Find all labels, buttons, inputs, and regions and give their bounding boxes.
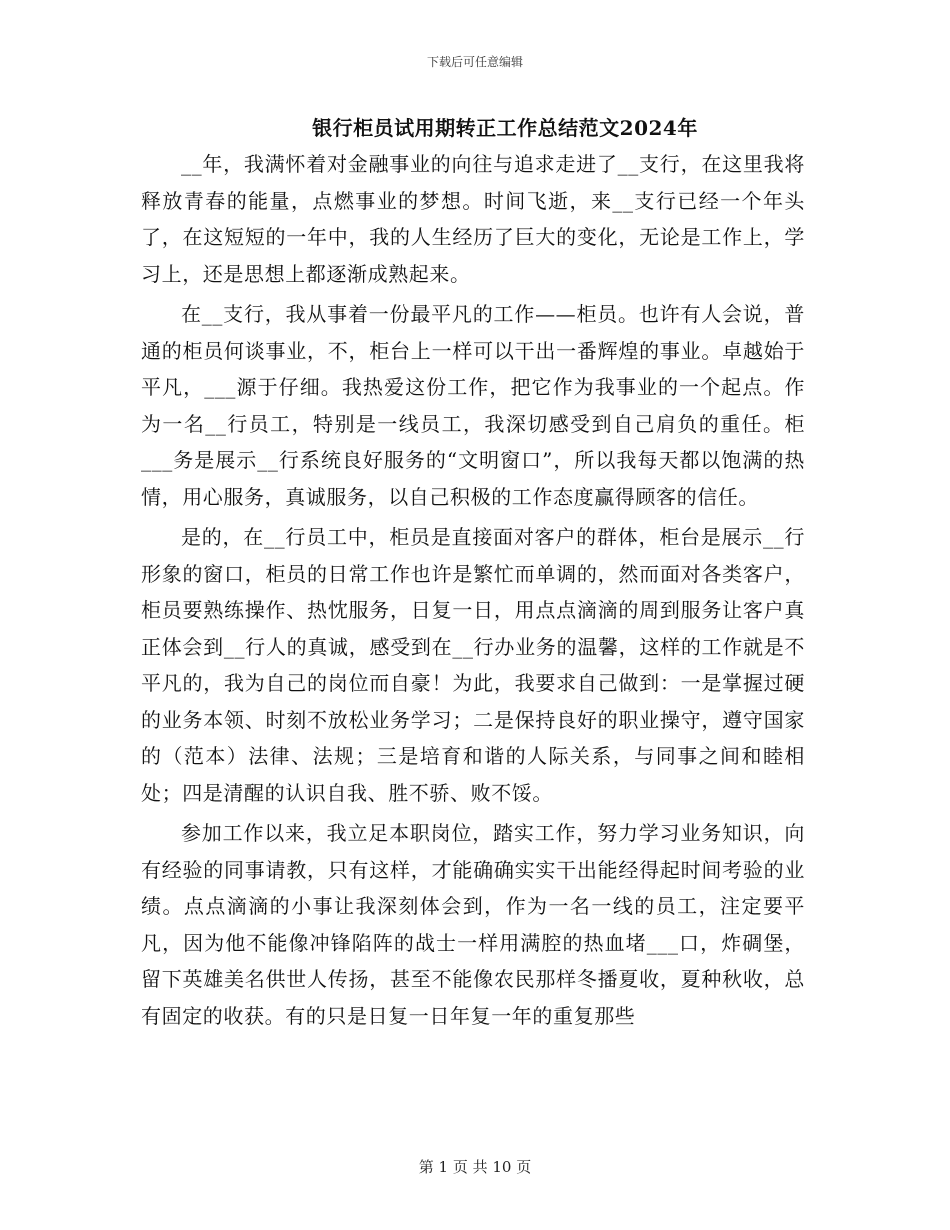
paragraph-2: 在__支行，我从事着一份最平凡的工作——柜员。也许有人会说，普通的柜员何谈事业，不，柜台上一样可以干出一番辉煌的事业。卓越始于平凡，___源于仔细。我热爱这份工作，把它作为我事业的一个起点。作为一名__行员工，特别是一线员工，我深切感受到自己肩负的重任。柜___务是展示__行系统良好服务的“文明窗口”，所以我每天都以饱满的热情，用心服务，真诚服务，以自己积极的工作态度赢得顾客的信任。 xyxy=(141,302,805,509)
document-title: 银行柜员试用期转正工作总结范文2024年 xyxy=(312,116,698,140)
paragraph-1: __年，我满怀着对金融事业的向往与追求走进了__支行，在这里我将释放青春的能量，点燃事业的梦想。时间飞逝，来__支行已经一个年头了，在这短短的一年中，我的人生经历了巨大的变化，无论是工作上，学习上，还是思想上都逐渐成熟起来。 xyxy=(141,152,805,286)
download-editable-note: 下载后可任意编辑 xyxy=(426,55,523,69)
paragraph-4: 参加工作以来，我立足本职岗位，踏实工作，努力学习业务知识，向有经验的同事请教，只有这样，才能确确实实干出能经得起时间考验的业绩。点点滴滴的小事让我深刻体会到，作为一名一线的员工，注定要平凡，因为他不能像冲锋陷阵的战士一样用满腔的热血堵___口，炸碉堡，留下英雄美名供世人传扬，甚至不能像农民那样冬播夏收，夏种秋收，总有固定的收获。有的只是日复一日年复一年的重复那些 xyxy=(141,821,805,1028)
document-body xyxy=(141,146,805,1038)
paragraph-3: 是的，在__行员工中，柜员是直接面对客户的群体，柜台是展示__行形象的窗口，柜员的日常工作也许是繁忙而单调的，然而面对各类客户，柜员要熟练操作、热忱服务，日复一日，用点点滴滴的周到服务让客户真正体会到__行人的真诚，感受到在__行办业务的温馨，这样的工作就是不平凡的，我为自己的岗位而自豪！为此，我要求自己做到：一是掌握过硬的业务本领、时刻不放松业务学习；二是保持良好的职业操守，遵守国家的（范本）法律、法规；三是培育和谐的人际关系，与同事之间和睦相处；四是清醒的认识自我、胜不骄、败不馁。 xyxy=(141,525,805,805)
page-number-footer: 第 1 页 共 10 页 xyxy=(418,1158,532,1176)
